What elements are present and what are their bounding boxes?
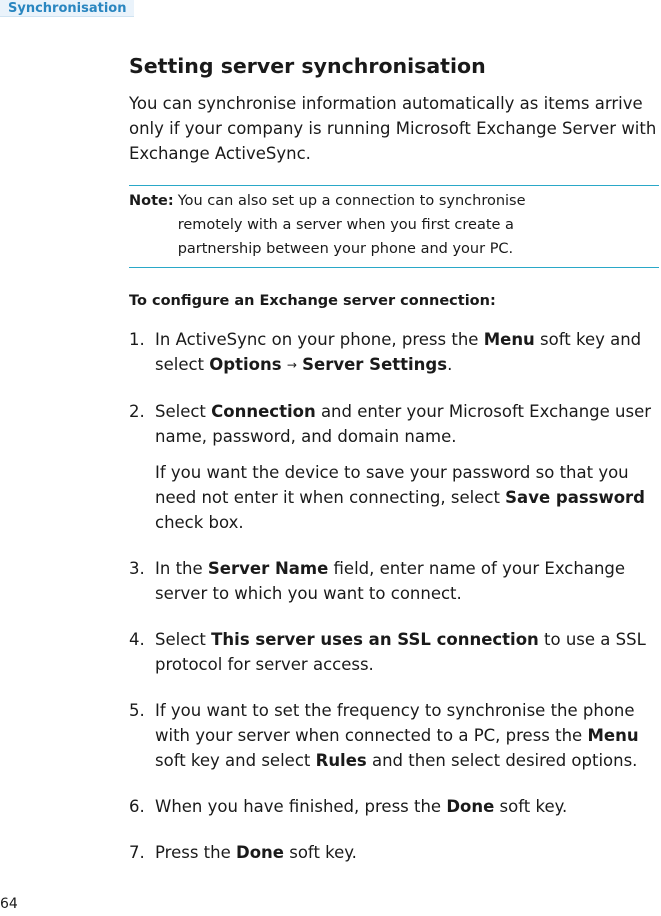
intro-paragraph: You can synchronise information automatically as items arrive only if your company is running Microsoft Exchange Server with Exchange ActiveSync. bbox=[129, 94, 657, 163]
step-number: 1. bbox=[129, 330, 145, 349]
step-number: 3. bbox=[129, 559, 145, 578]
step-number: 6. bbox=[129, 797, 145, 816]
page-content bbox=[129, 52, 659, 865]
step-text: In ActiveSync on your phone, press the Menu soft key and select Options → Server Settings. bbox=[155, 330, 642, 374]
list-item bbox=[129, 399, 659, 535]
arrow-right-icon: → bbox=[286, 358, 297, 372]
step-number: 2. bbox=[129, 402, 145, 421]
section-header bbox=[0, 0, 134, 17]
note-box bbox=[129, 185, 659, 268]
step-text: Select This server uses an SSL connection to use a SSL protocol for server access. bbox=[155, 630, 646, 674]
list-item bbox=[129, 556, 659, 606]
section-header-label: Synchronisation bbox=[8, 0, 127, 16]
list-item bbox=[129, 840, 659, 865]
step-text: Select Connection and enter your Microsoft Exchange user name, password, and domain name. If you want the device to save your password so that you need not enter it when connecting, select Save password check box. bbox=[155, 399, 659, 535]
note-label: Note: bbox=[129, 193, 174, 209]
list-item bbox=[129, 794, 659, 819]
page-title: Setting server synchronisation bbox=[129, 54, 486, 78]
step-extra-text: If you want the device to save your password so that you need not enter it when connecting, select Save password check box. bbox=[155, 463, 645, 532]
step-text: When you have finished, press the Done soft key. bbox=[155, 797, 568, 816]
step-text: In the Server Name field, enter name of your Exchange server to which you want to connect. bbox=[155, 559, 626, 603]
list-item bbox=[129, 327, 659, 378]
steps-list bbox=[129, 327, 659, 865]
list-item bbox=[129, 627, 659, 677]
note-text: You can also set up a connection to synchronise remotely with a server when you first create a partnership between your phone and your PC. bbox=[177, 193, 526, 257]
step-number: 5. bbox=[129, 701, 145, 720]
step-number: 7. bbox=[129, 843, 145, 862]
list-item bbox=[129, 698, 659, 773]
step-text: If you want to set the frequency to synchronise the phone with your server when connected to a PC, press the Menu soft key and select Rules and then select desired options. bbox=[155, 701, 639, 770]
step-number: 4. bbox=[129, 630, 145, 649]
procedure-heading: To configure an Exchange server connection: bbox=[129, 293, 496, 309]
page-number: 64 bbox=[0, 896, 18, 912]
step-text: Press the Done soft key. bbox=[155, 843, 357, 862]
